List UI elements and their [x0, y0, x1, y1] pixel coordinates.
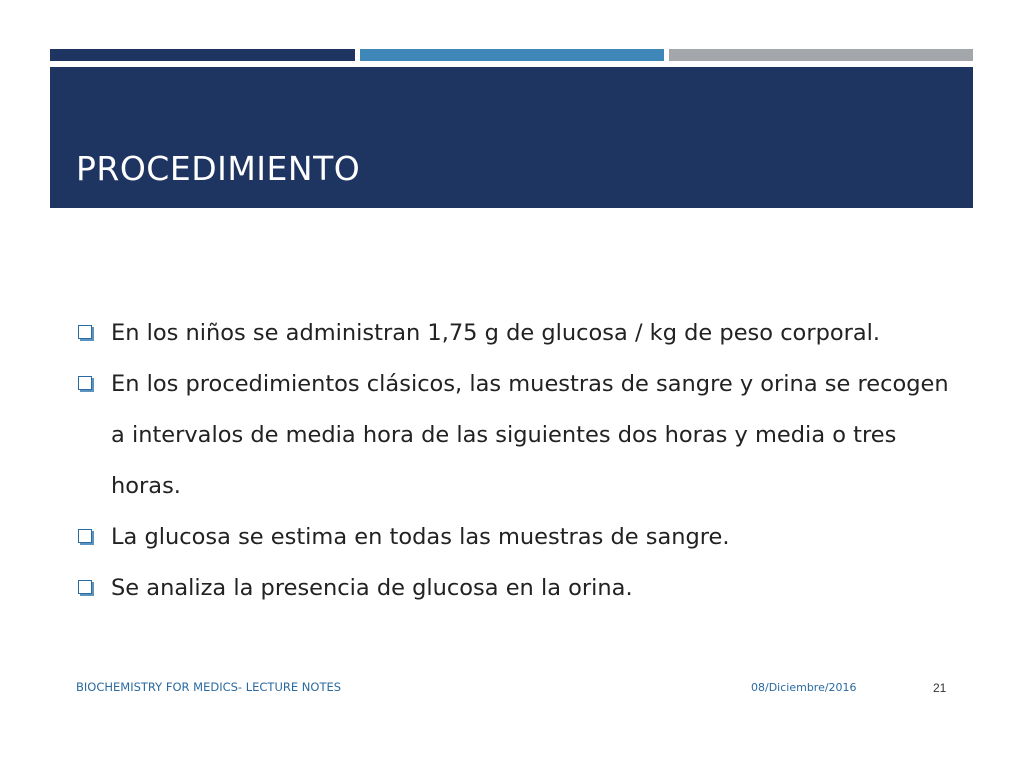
bullet-text: La glucosa se estima en todas las muestras de sangre.: [111, 524, 730, 550]
page-number: 21: [933, 681, 947, 695]
accent-bar-light-blue: [360, 49, 664, 61]
checkbox-icon: [78, 376, 92, 390]
bullet-text: Se analiza la presencia de glucosa en la orina.: [111, 575, 633, 601]
bullet-list: [76, 308, 956, 614]
bullet-text: En los niños se administran 1,75 g de glucosa / kg de peso corporal.: [111, 320, 881, 346]
bullet-item: [76, 308, 956, 359]
checkbox-icon: [78, 580, 92, 594]
accent-bar-dark-blue: [50, 49, 355, 61]
slide-title: PROCEDIMIENTO: [76, 149, 361, 188]
bullet-item: [76, 512, 956, 563]
footer-date: 08/Diciembre/2016: [751, 681, 857, 694]
bullet-item: [76, 359, 956, 512]
checkbox-icon: [78, 325, 92, 339]
checkbox-icon: [78, 529, 92, 543]
bullet-item: [76, 563, 956, 614]
bullet-text: En los procedimientos clásicos, las muestras de sangre y orina se recogen a intervalos de media hora de las siguientes dos horas y media o tres horas.: [111, 371, 949, 499]
footer-lecture-notes: BIOCHEMISTRY FOR MEDICS- LECTURE NOTES: [76, 680, 342, 694]
title-band: [50, 67, 973, 208]
accent-bar-gray: [669, 49, 973, 61]
